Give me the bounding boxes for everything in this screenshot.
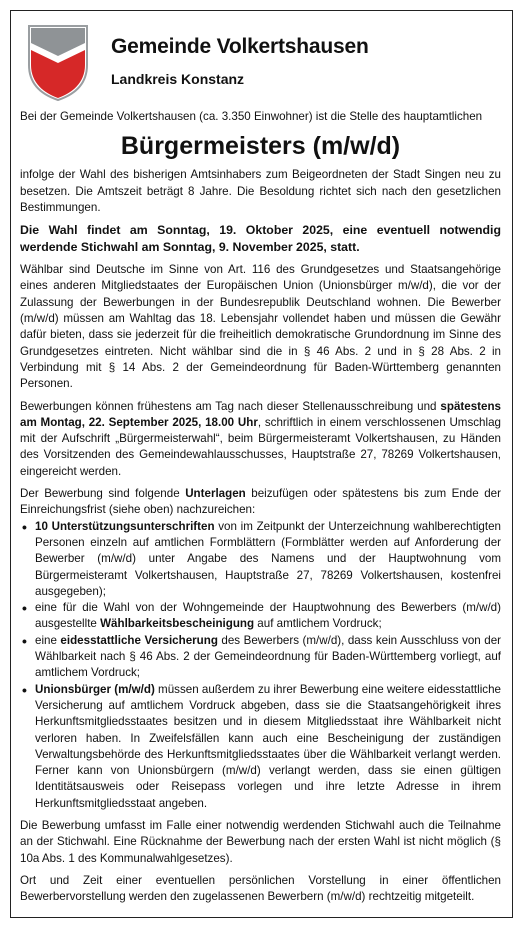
application-text [20, 399, 501, 480]
list-item [20, 682, 501, 812]
application-rest: , schriftlich in einem verschlossenen Umschlag mit der Aufschrift „Bürgermeisterwahl“, beim Bürgermeisteramt Volkertshausen, zu Händen des Vorsitzenden des Gemeindewahlausschusses, Hauptstraße 27, 78269 Volkertshausen, eingereicht werden. [20, 415, 501, 478]
item-bold: Unionsbürger (m/w/d) [35, 682, 155, 696]
coat-of-arms-icon [25, 23, 91, 101]
presentation-text: Ort und Zeit einer eventuellen persönlichen Vorstellung in einer öffentlichen Bewerbervorstellung werden den zugelassenen Bewerbern (m/w/d) rechtzeitig mitgeteilt. [20, 873, 501, 904]
list-item [20, 519, 501, 600]
item-bold: eidesstattliche Versicherung [60, 633, 218, 647]
required-documents-list [20, 519, 501, 812]
application-lead: Bewerbungen können frühestens am Tag nach dieser Stellenausschreibung und [20, 399, 437, 413]
item-post: des Bewerbers (m/w/d), dass kein Ausschluss von der Wählbarkeit nach § 46 Abs. 2 der Gemeindeordnung für Baden-Württemberg vorliegt, auf amtlichem Vordruck; [35, 633, 502, 680]
header [19, 21, 499, 101]
item-post: müssen außerdem zu ihrer Bewerbung eine weitere eidesstattliche Versicherung auf amtlichem Vordruck abgeben, dass sie die Staatsangehörigkeit ihres Herkunftsmitgliedsstaates besitzen und in diesem Mitgliedsstaat ihre Wählbarkeit nicht verloren haben. In Zweifelsfällen kann auch eine Bescheinigung der zuständigen Verwaltungsbehörde des Herkunftsmitgliedsstaates über die Wählbarkeit verlangt werden. Ferner kann von Unionsbürgern (m/w/d) verlangt werden, dass sie einen gültigen Identitätsausweis oder Reisepass vorlegen und ihre letzte Adresse in ihrem Herkunftsmitgliedsstaat angeben. [35, 682, 501, 810]
list-item [20, 633, 501, 682]
documents-lead-bold: Unterlagen [185, 487, 246, 501]
item-pre: eine [35, 633, 61, 647]
documents-intro [20, 486, 501, 519]
documents-lead: Der Bewerbung sind folgende [20, 487, 180, 501]
intro-text: Bei der Gemeinde Volkertshausen (ca. 3.350 Einwohner) ist die Stelle des hauptamtlichen [20, 110, 483, 123]
advertisement-body [20, 109, 501, 905]
list-item [20, 600, 501, 633]
item-bold: Wählbarkeitsbescheinigung [100, 617, 255, 631]
election-dates: Die Wahl findet am Sonntag, 19. Oktober 2025, eine eventuell notwendig werdende Stichwahl am Sonntag, 9. November 2025, statt. [20, 223, 501, 255]
item-pre: eine für die Wahl von der Wohngemeinde der Hauptwohnung des Bewerbers (m/w/d) ausgestellte [35, 601, 501, 631]
runoff-text: Die Bewerbung umfasst im Falle einer notwendig werdenden Stichwahl auch die Teilnahme an der Stichwahl. Eine Rücknahme der Bewerbung nach der ersten Wahl ist nicht möglich (§ 10a Abs. 1 des Kommunalwahlgesetzes). [20, 818, 501, 865]
eligibility-text: Wählbar sind Deutsche im Sinne von Art. 116 des Grundgesetzes und Staatsangehörige eines anderen Mitgliedstaates der Europäischen Union (Unionsbürger m/w/d), die vor der Zulassung der Bewerbungen in der Bundesrepublik Deutschland wohnen. Die Bewerber (m/w/d) müssen am Wahltag das 18. Lebensjahr vollendet haben und müssen die Gewähr dafür bieten, dass sie jederzeit für die freiheitlich demokratische Grundordnung im Sinne des Grundgesetzes eintreten. Nicht wählbar sind die in § 46 Abs. 2 und in § 28 Abs. 2 in Verbindung mit § 14 Abs. 2 der Gemeindeordnung für Baden-Württemberg genannten Personen. [20, 263, 501, 391]
item-post: auf amtlichem Vordruck; [254, 617, 382, 631]
item-post: von im Zeitpunkt der Unterzeichnung wahlberechtigten Personen einzeln auf amtlichen Formblättern (Formblätter werden auf Anforderung der Bewerber (m/w/d) unter Angabe des Namens und der Hauptwohnung vom Bürgermeisteramt Volkertshausen, Hauptstraße 27, 78269 Volkertshausen, kostenfrei ausgegeben); [35, 519, 501, 598]
district-name: Landkreis Konstanz [111, 71, 245, 87]
vacancy-reason: infolge der Wahl des bisherigen Amtsinhabers zum Beigeordneten der Stadt Singen neu zu besetzen. Die Amtszeit beträgt 8 Jahre. Die Besoldung richtet sich nach den gesetzlichen Bestimmungen. [20, 168, 501, 214]
position-title: Bürgermeisters (m/w/d) [120, 132, 401, 161]
municipality-name: Gemeinde Volkertshausen [111, 35, 369, 58]
documents-lead-rest: beizufügen oder spätestens bis zum Ende der Einreichungsfrist (siehe oben) nachzureichen: [20, 487, 501, 517]
item-bold: 10 Unterstützungsunterschriften [35, 519, 215, 533]
job-advertisement [10, 10, 513, 918]
application-deadline: spätestens am Montag, 22. September 2025, 18.00 Uhr [20, 399, 501, 429]
